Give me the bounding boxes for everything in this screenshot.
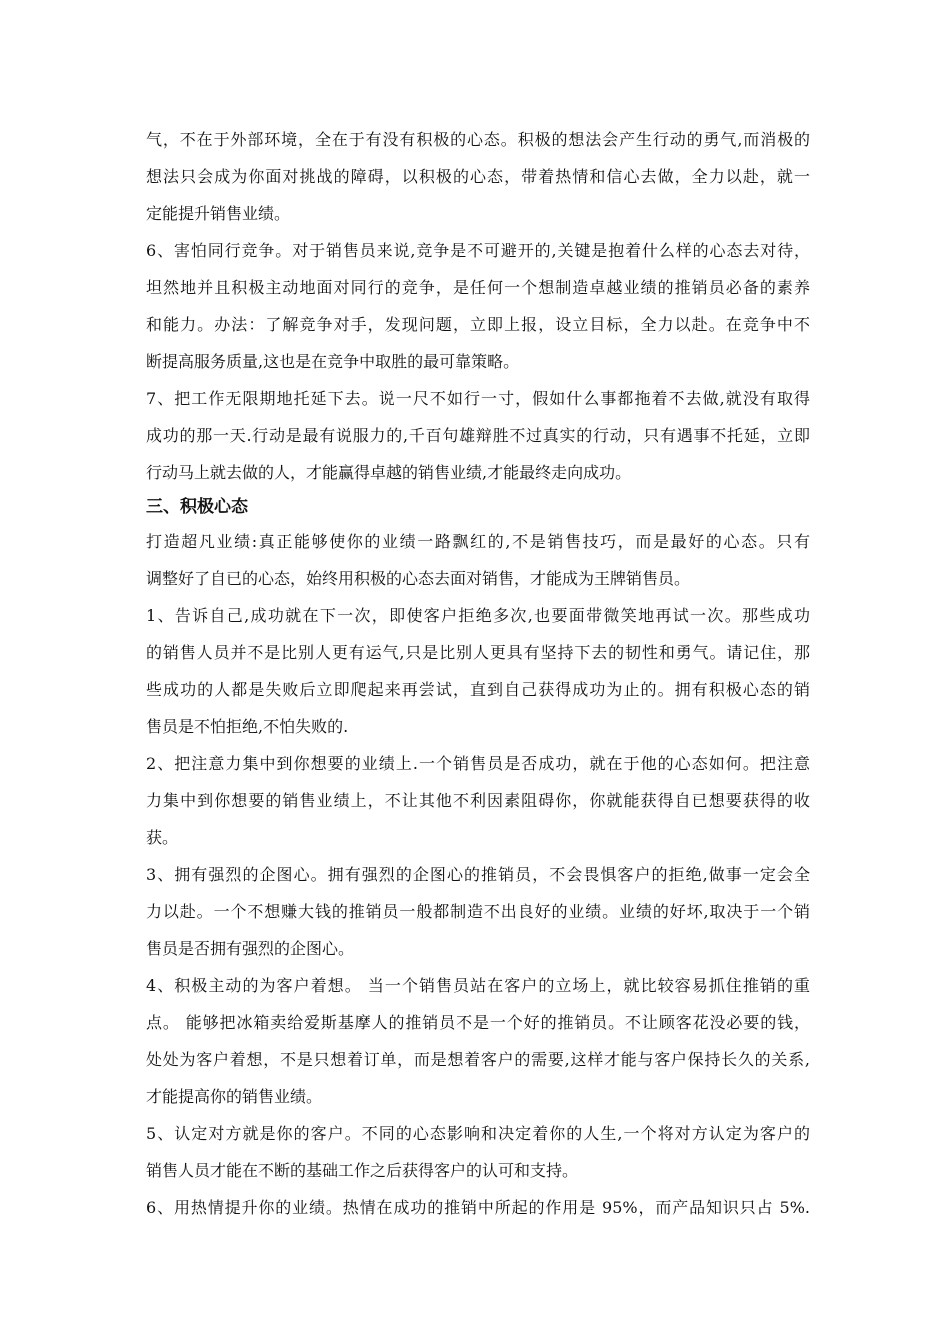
document-body	[146, 121, 810, 1226]
text-line: 想法只会成为你面对挑战的障碍，以积极的心态，带着热情和信心去做，全力以赴，就一	[146, 167, 810, 186]
text-line: 坦然地并且积极主动地面对同行的竞争，是任何一个想制造卓越业绩的推销员必备的素养	[146, 278, 810, 297]
text-line: 力集中到你想要的销售业绩上，不让其他不利因素阻碍你，你就能获得自已想要获得的收	[146, 791, 810, 810]
text-line: 才能提高你的销售业绩。	[146, 1087, 323, 1106]
text-line: 点。 能够把冰箱卖给爱斯基摩人的推销员不是一个好的推销员。不让顾客花没必要的钱，	[146, 1013, 810, 1032]
text-line: 7、把工作无限期地托延下去。说一尺不如行一寸，假如什么事都拖着不去做,就没有取得	[146, 389, 810, 408]
text-line: 3、拥有强烈的企图心。拥有强烈的企图心的推销员，不会畏惧客户的拒绝,做事一定会全	[146, 865, 810, 884]
text-line: 气，不在于外部环境，全在于有没有积极的心态。积极的想法会产生行动的勇气,而消极的	[146, 130, 810, 149]
text-line: 售员是否拥有强烈的企图心。	[146, 939, 355, 958]
text-line: 力以赴。一个不想赚大钱的推销员一般都制造不出良好的业绩。业绩的好坏,取决于一个销	[146, 902, 810, 921]
text-line: 2、把注意力集中到你想要的业绩上.一个销售员是否成功，就在于他的心态如何。把注意	[146, 754, 810, 773]
text-line: 6、害怕同行竞争。对于销售员来说,竞争是不可避开的,关键是抱着什么样的心态去对待，	[146, 241, 810, 260]
text-line: 行动马上就去做的人，才能赢得卓越的销售业绩,才能最终走向成功。	[146, 463, 632, 482]
text-line: 6、用热情提升你的业绩。热情在成功的推销中所起的作用是 95%，而产品知识只占 5%.	[146, 1198, 810, 1217]
text-line: 处处为客户着想，不是只想着订单，而是想着客户的需要,这样才能与客户保持长久的关系,	[146, 1050, 810, 1069]
text-line: 5、认定对方就是你的客户。不同的心态影响和决定着你的人生,一个将对方认定为客户的	[146, 1124, 810, 1143]
text-line: 4、积极主动的为客户着想。 当一个销售员站在客户的立场上，就比较容易抓住推销的重	[146, 976, 810, 995]
text-line: 断提高服务质量,这也是在竞争中取胜的最可靠策略。	[146, 352, 520, 371]
text-line: 销售人员才能在不断的基础工作之后获得客户的认可和支持。	[146, 1161, 579, 1180]
text-line: 1、告诉自己,成功就在下一次，即使客户拒绝多次,也要面带微笑地再试一次。那些成功	[146, 606, 810, 625]
paragraphs-before-heading	[146, 121, 810, 491]
section-heading: 三、积极心态	[146, 497, 248, 517]
text-line: 售员是不怕拒绝,不怕失败的.	[146, 717, 349, 736]
text-line: 的销售人员并不是比别人更有运气,只是比别人更具有坚持下去的韧性和勇气。请记住，那	[146, 643, 810, 662]
text-line: 和能力。办法：了解竞争对手，发现问题，立即上报，设立目标，全力以赴。在竞争中不	[146, 315, 810, 334]
text-line: 定能提升销售业绩。	[146, 204, 291, 223]
text-line: 打造超凡业绩:真正能够使你的业绩一路飘红的,不是销售技巧，而是最好的心态。只有	[146, 532, 810, 551]
text-line: 调整好了自已的心态，始终用积极的心态去面对销售，才能成为王牌销售员。	[146, 569, 691, 588]
text-line: 成功的那一天.行动是最有说服力的,千百句雄辩胜不过真实的行动，只有遇事不托延，立即	[146, 426, 810, 445]
text-line: 获。	[146, 828, 179, 847]
text-line: 些成功的人都是失败后立即爬起来再尝试，直到自己获得成功为止的。拥有积极心态的销	[146, 680, 810, 699]
paragraphs-after-heading	[146, 523, 810, 1226]
